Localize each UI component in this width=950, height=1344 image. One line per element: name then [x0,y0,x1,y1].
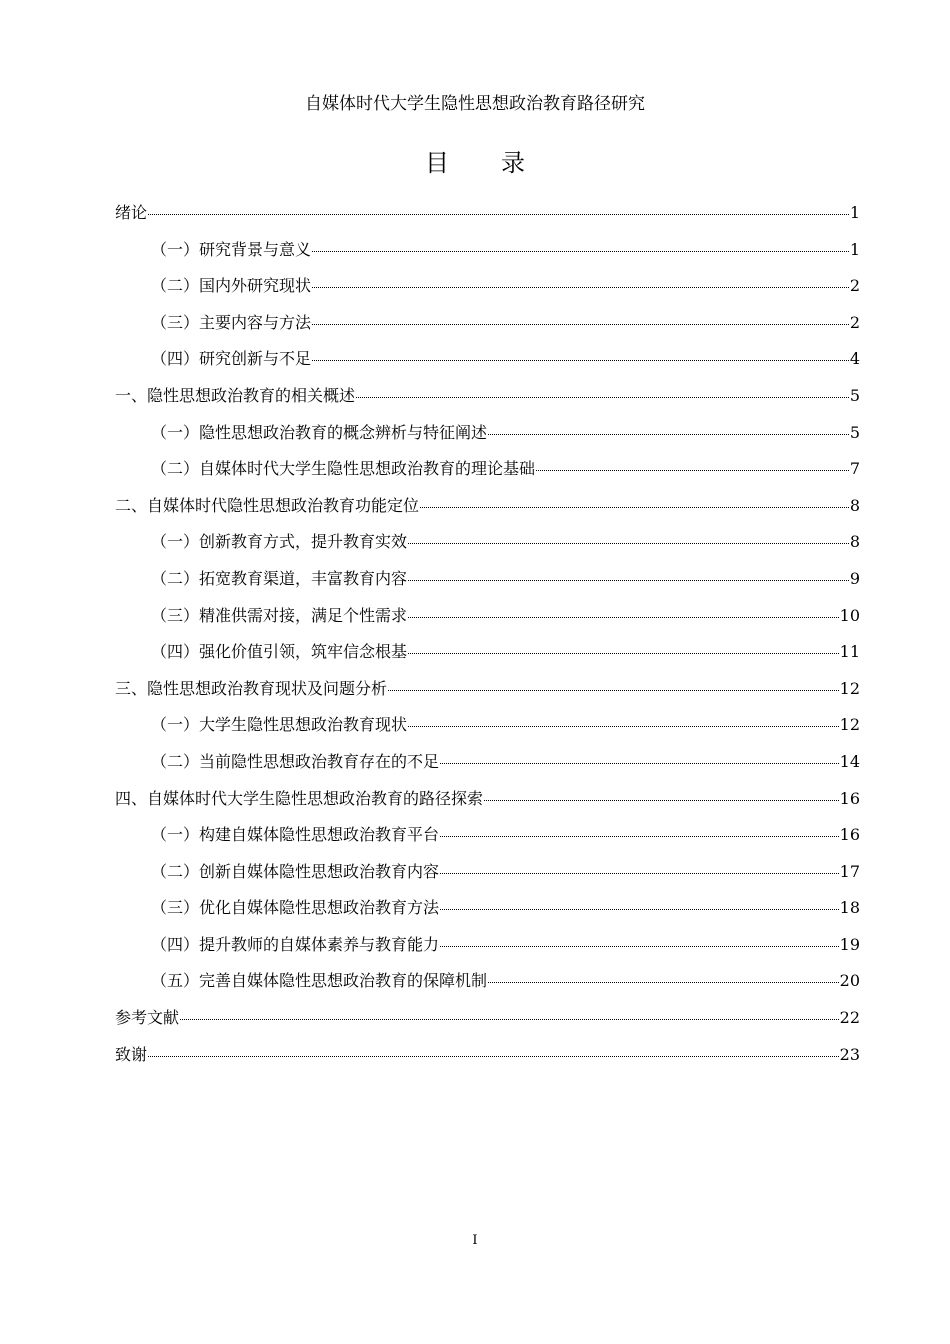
toc-entry-page: 1 [849,239,860,259]
toc-entry[interactable] [115,311,860,348]
toc-entry-page: 12 [839,678,860,698]
toc-entry-label: 二、自媒体时代隐性思想政治教育功能定位 [115,495,420,515]
toc-entry[interactable] [115,713,860,750]
toc-entry-page: 16 [839,788,860,808]
toc-dot-leader [440,763,839,764]
toc-entry-page: 14 [839,751,860,771]
toc-dot-leader [180,1019,839,1020]
toc-heading-char-2: 录 [501,149,525,177]
toc-entry-label: （三）主要内容与方法 [151,312,312,332]
toc-entry-page: 7 [849,459,860,479]
toc-heading [0,147,950,179]
toc-dot-leader [312,251,849,252]
toc-entry-label: 三、隐性思想政治教育现状及问题分析 [115,678,388,698]
toc-dot-leader [388,690,839,691]
toc-entry-label: （二）创新自媒体隐性思想政治教育内容 [151,861,440,881]
toc-entry[interactable] [115,860,860,897]
toc-entry[interactable] [115,1043,860,1080]
toc-entry-label: （五）完善自媒体隐性思想政治教育的保障机制 [151,971,488,991]
toc-dot-leader [148,1056,839,1057]
toc-entry-label: （一）研究背景与意义 [151,239,312,259]
toc-dot-leader [488,982,839,983]
toc-entry[interactable] [115,896,860,933]
toc-heading-char-1: 目 [425,149,449,177]
toc-dot-leader [440,836,839,837]
toc-dot-leader [408,543,849,544]
toc-dot-leader [408,653,839,654]
toc-dot-leader [488,434,849,435]
toc-dot-leader [356,397,849,398]
toc-dot-leader [484,800,839,801]
toc-entry-label: （四）强化价值引领，筑牢信念根基 [151,642,408,662]
toc-dot-leader [148,214,849,215]
toc-entry[interactable] [115,677,860,714]
toc-entry[interactable] [115,384,860,421]
table-of-contents [115,201,860,1079]
toc-entry-page: 17 [839,861,860,881]
toc-entry[interactable] [115,604,860,641]
toc-entry-label: （四）提升教师的自媒体素养与教育能力 [151,934,440,954]
toc-entry-page: 22 [839,1008,860,1028]
toc-entry-label: （一）构建自媒体隐性思想政治教育平台 [151,825,440,845]
toc-entry[interactable] [115,933,860,970]
toc-entry-page: 20 [839,971,860,991]
toc-entry[interactable] [115,494,860,531]
toc-entry-label: （三）优化自媒体隐性思想政治教育方法 [151,898,440,918]
toc-dot-leader [440,946,839,947]
running-title: 自媒体时代大学生隐性思想政治教育路径研究 [305,94,645,114]
toc-entry[interactable] [115,421,860,458]
toc-dot-leader [536,470,849,471]
toc-entry[interactable] [115,640,860,677]
toc-entry[interactable] [115,1006,860,1043]
toc-entry-label: （一）隐性思想政治教育的概念辨析与特征阐述 [151,422,488,442]
toc-entry-page: 18 [839,898,860,918]
toc-entry[interactable] [115,347,860,384]
toc-entry-label: （二）当前隐性思想政治教育存在的不足 [151,751,440,771]
toc-entry[interactable] [115,201,860,238]
toc-entry[interactable] [115,567,860,604]
toc-entry-page: 8 [849,495,860,515]
toc-entry-page: 5 [849,422,860,442]
toc-dot-leader [408,580,849,581]
toc-entry-label: （三）精准供需对接，满足个性需求 [151,605,408,625]
page-number: I [472,1233,478,1248]
toc-entry-page: 2 [849,276,860,296]
toc-entry[interactable] [115,787,860,824]
toc-entry-page: 2 [849,312,860,332]
toc-entry-label: （二）拓宽教育渠道，丰富教育内容 [151,568,408,588]
toc-entry-label: 一、隐性思想政治教育的相关概述 [115,385,356,405]
toc-entry-page: 1 [849,203,860,222]
toc-entry-label: （一）创新教育方式，提升教育实效 [151,532,408,552]
toc-dot-leader [312,360,849,361]
toc-dot-leader [312,324,849,325]
toc-entry-page: 19 [839,934,860,954]
toc-dot-leader [440,873,839,874]
toc-entry[interactable] [115,750,860,787]
toc-entry-label: （四）研究创新与不足 [151,349,312,369]
toc-entry-page: 5 [849,385,860,405]
toc-entry-page: 9 [849,568,860,588]
toc-entry-label: （一）大学生隐性思想政治教育现状 [151,715,408,735]
toc-entry-page: 8 [849,532,860,552]
toc-dot-leader [408,726,839,727]
toc-entry-label: 四、自媒体时代大学生隐性思想政治教育的路径探索 [115,788,484,808]
toc-entry-page: 23 [839,1044,860,1064]
toc-entry-page: 11 [839,642,860,662]
toc-entry[interactable] [115,969,860,1006]
toc-dot-leader [440,909,839,910]
toc-entry-label: 参考文献 [115,1008,180,1028]
toc-entry-label: （二）自媒体时代大学生隐性思想政治教育的理论基础 [151,459,536,479]
toc-entry[interactable] [115,823,860,860]
toc-entry[interactable] [115,274,860,311]
toc-entry-page: 4 [849,349,860,369]
toc-entry[interactable] [115,457,860,494]
toc-entry[interactable] [115,238,860,275]
toc-dot-leader [408,617,839,618]
toc-entry-label: 绪论 [115,203,148,222]
toc-dot-leader [420,507,849,508]
toc-entry-label: （二）国内外研究现状 [151,276,312,296]
toc-entry[interactable] [115,530,860,567]
toc-entry-page: 10 [839,605,860,625]
toc-dot-leader [312,287,849,288]
toc-entry-page: 12 [839,715,860,735]
toc-entry-page: 16 [839,825,860,845]
toc-entry-label: 致谢 [115,1044,148,1064]
